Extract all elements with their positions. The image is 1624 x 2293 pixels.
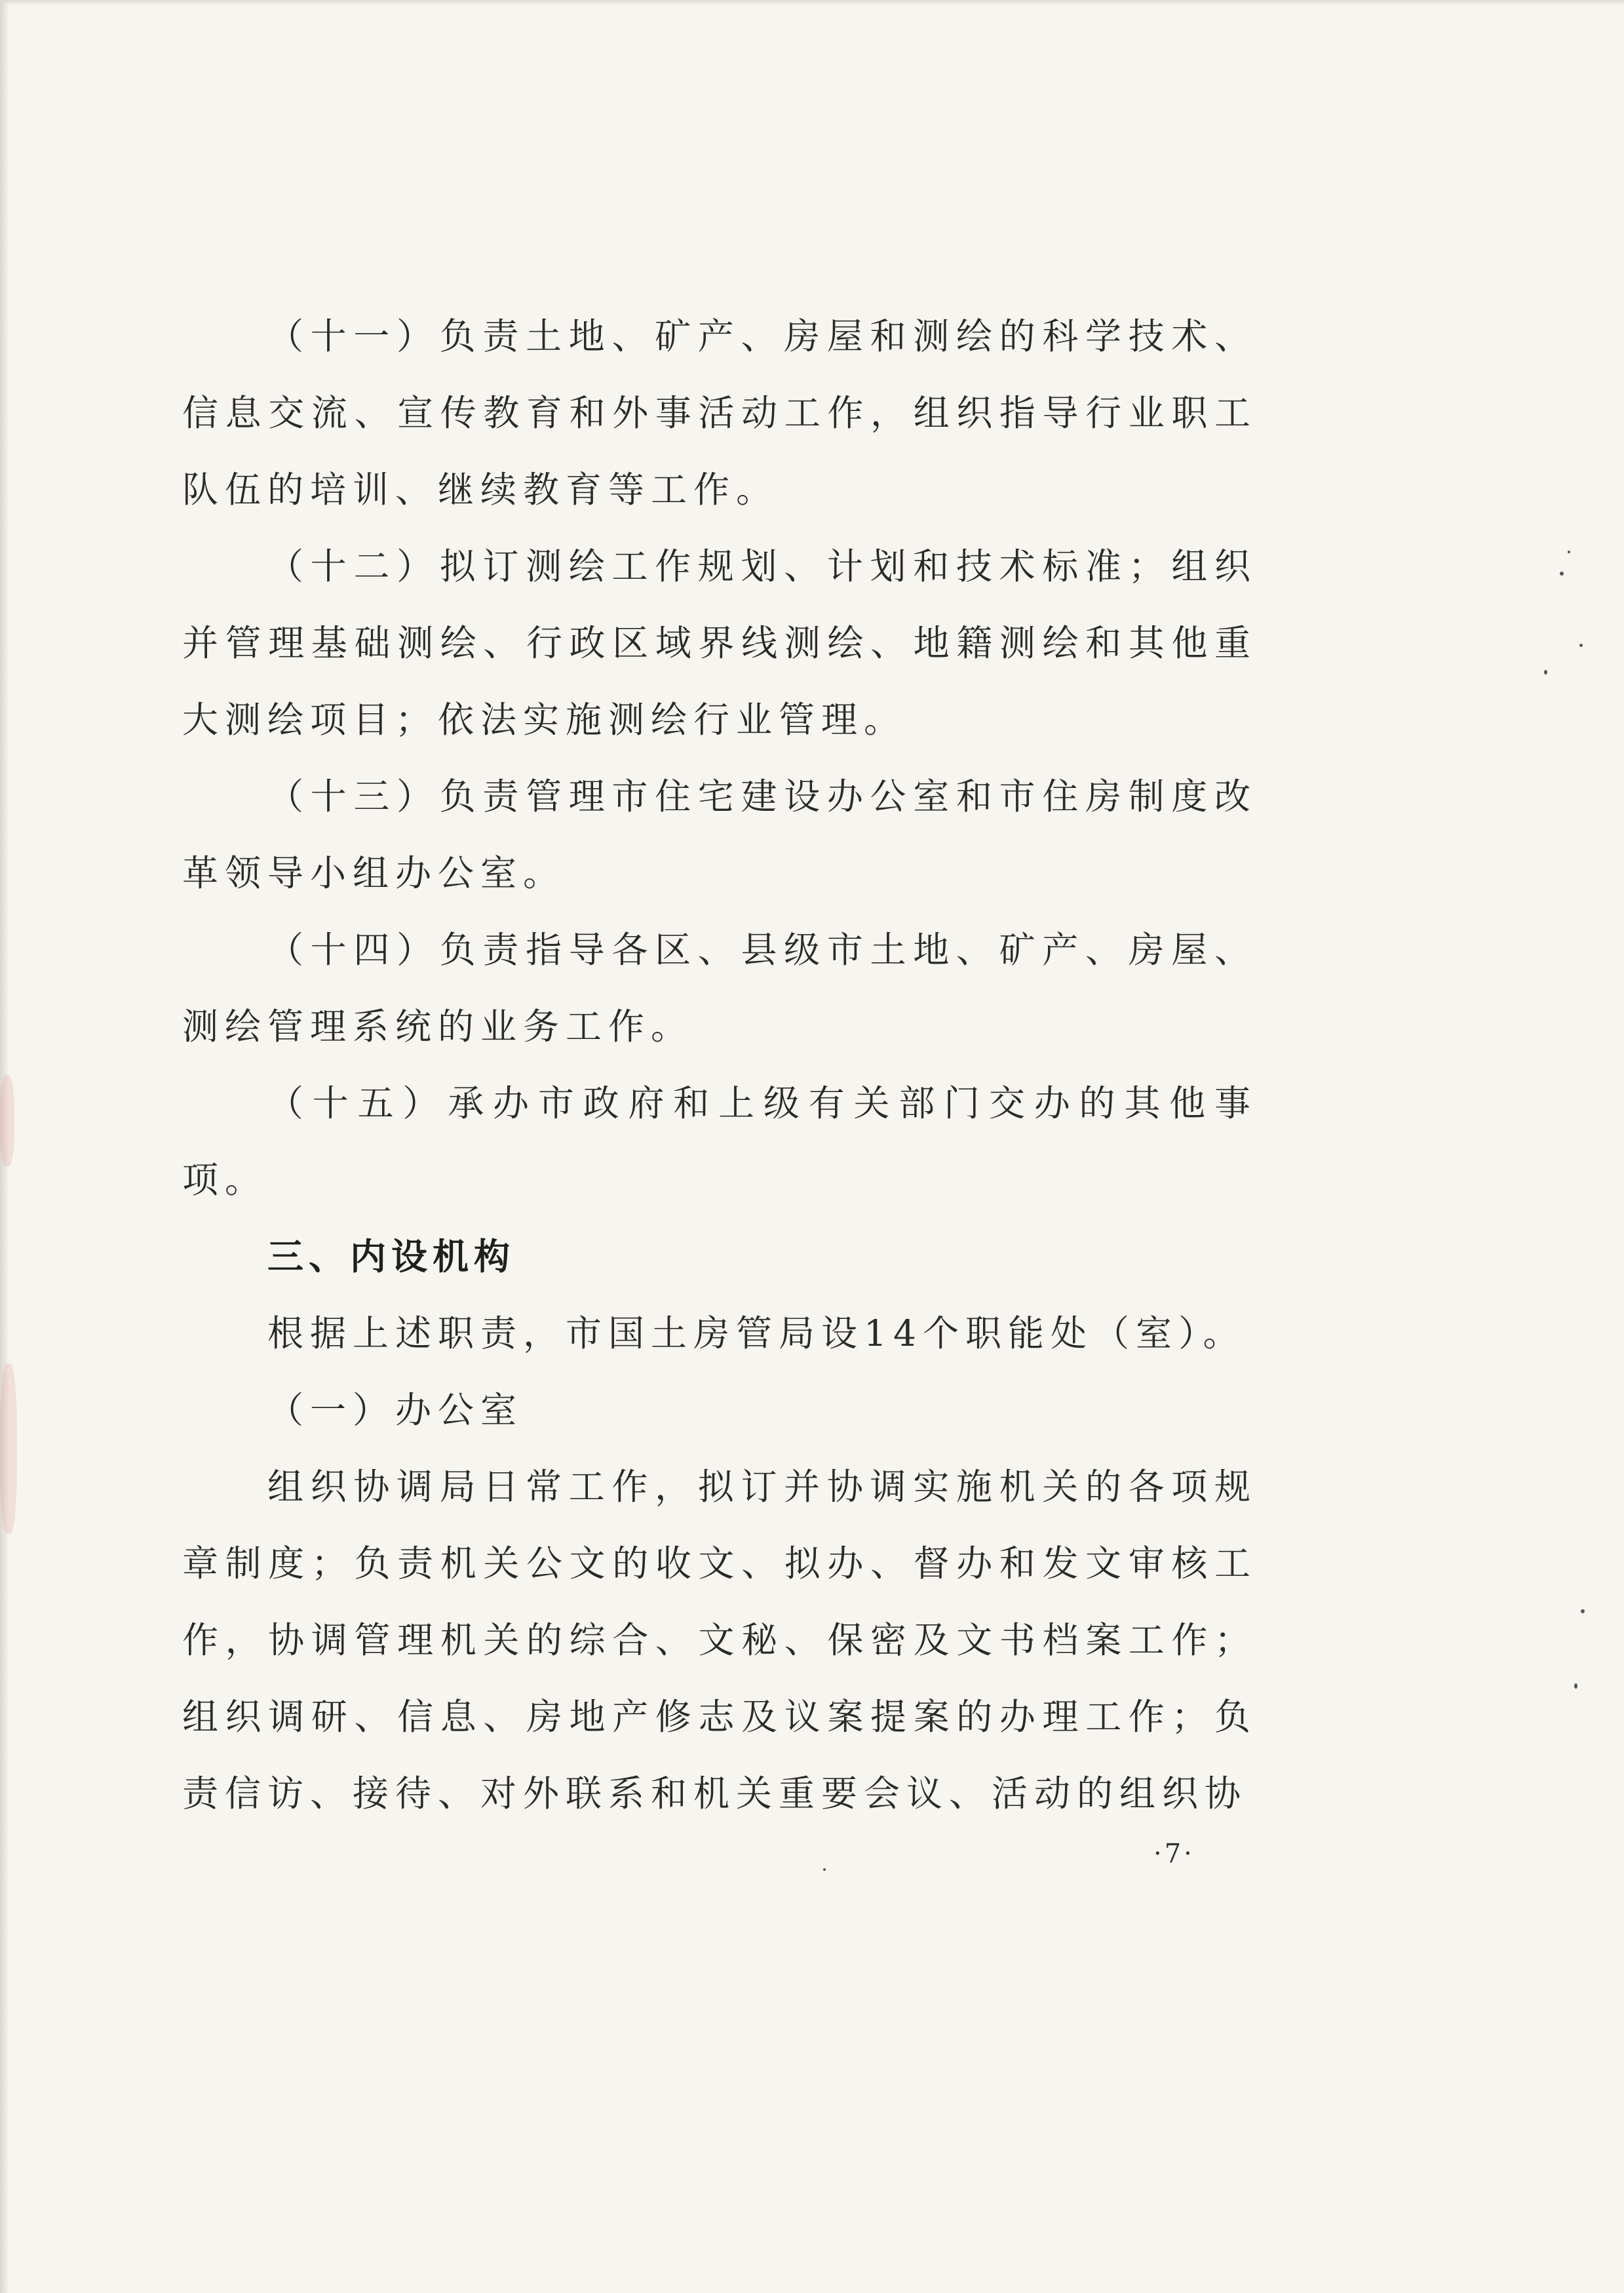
scan-stain (0, 1363, 17, 1534)
section-intro: 根据上述职责，市国土房管局设14个职能处（室）。 (267, 1312, 1246, 1354)
paragraph-duty-11: （十一）负责土地、矿产、房屋和测绘的科学技术、信息交流、宣传教育和外事活动工作，组织指导行业职工队伍的培训、继续教育等工作。 (182, 315, 1257, 511)
paragraph-duty-12: （十二）拟订测绘工作规划、计划和技术标准；组织并管理基础测绘、行政区域界线测绘、地籍测绘和其他重大测绘项目；依法实施测绘行业管理。 (182, 545, 1257, 741)
page-number: ·7· (1153, 1839, 1195, 1869)
scan-speck (1568, 551, 1570, 553)
paragraph-duty-13: （十三）负责管理市住宅建设办公室和市住房制度改革领导小组办公室。 (182, 775, 1257, 894)
scan-speck (1581, 1609, 1585, 1613)
subsection-body: 组织协调局日常工作，拟订并协调实施机关的各项规章制度；负责机关公文的收文、拟办、督办和发文审核工作，协调管理机关的综合、文秘、保密及文书档案工作；组织调研、信息、房地产修志及议案提案的办理工作；负责信访、接待、对外联系和机关重要会议、活动的组织协 (182, 1466, 1257, 1814)
scan-speck (1574, 1683, 1577, 1689)
document-body (182, 298, 1257, 1832)
paragraph-duty-15: （十五）承办市政府和上级有关部门交办的其他事项。 (182, 1082, 1257, 1201)
paragraph-duty-14: （十四）负责指导各区、县级市土地、矿产、房屋、测绘管理系统的业务工作。 (182, 929, 1257, 1048)
scan-edge-top (0, 0, 1624, 5)
section-heading: 三、内设机构 (267, 1236, 516, 1278)
scan-speck (1560, 572, 1564, 576)
scan-speck (1544, 670, 1547, 675)
subsection-title: （一）办公室 (267, 1389, 524, 1431)
scan-speck (823, 1868, 826, 1871)
scan-speck (1579, 644, 1583, 647)
scan-stain (0, 1075, 14, 1167)
